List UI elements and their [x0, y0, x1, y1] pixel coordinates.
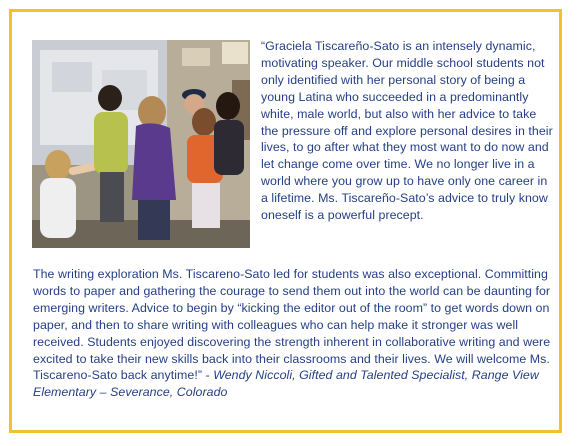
testimonial-quote-paragraph-1: “Graciela Tiscareño-Sato is an intensely dynamic, motivating speaker. Our middle school students not only identified with her personal story of being a young Latina who succeeded in a predominantly white, male world, but also with her advice to take the pressure off and explore personal desires in their lives, to go after what they most want to do now and let change come over time. We no longer live in a world where you grow up to have only one career in a lifetime. Ms. Tiscareño-Sato’s advice to truly know oneself is a powerful precept. [261, 39, 553, 223]
attribution-separator: - [202, 368, 214, 383]
testimonial-quote-paragraph-2 [33, 266, 553, 401]
quote-text-2: The writing exploration Ms. Tiscareno-Sato led for students was also exceptional. Committing words to paper and gathering the courage to send them out into the world can be daunting for emerging writers. Advice to begin by “kicking the editor out of the room” to get words down on paper, and then to share writing with colleagues who can help make it stronger was well received. Students enjoyed discovering the strength inherent in collaborative writing and were excited to take their new skills back into their classrooms and their lives. We will welcome Ms. Tiscareno-Sato back anytime!” [33, 267, 551, 383]
classroom-photo [32, 40, 250, 248]
testimonial-frame [9, 9, 562, 433]
testimonial-attribution: Wendy Niccoli, Gifted and Talented Specialist, Range View Elementary – Severance, Colorado [33, 368, 539, 400]
